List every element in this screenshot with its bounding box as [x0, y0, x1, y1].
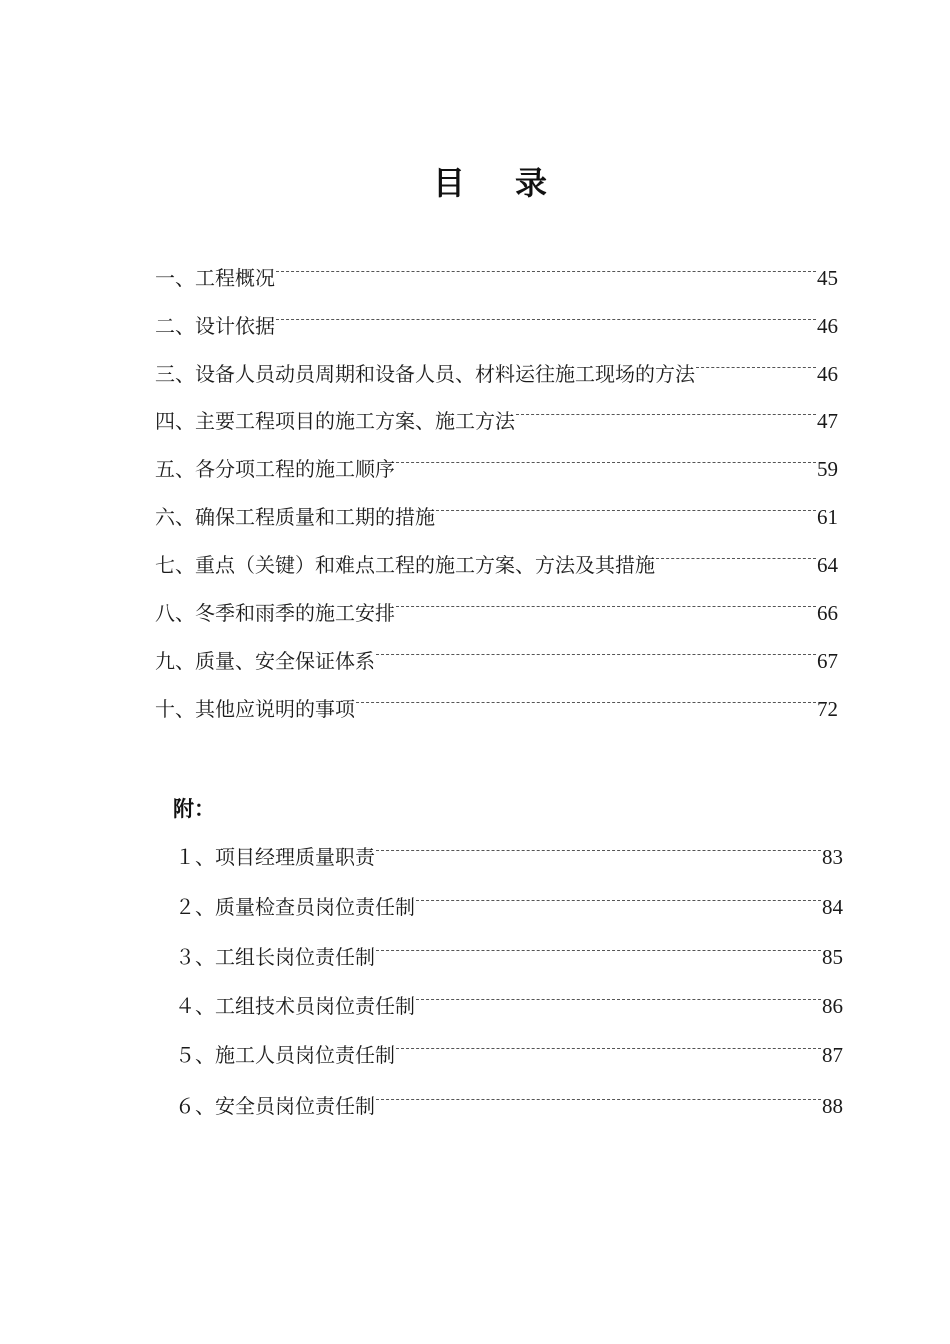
appendix-entry-label: ６、安全员岗位责任制	[175, 1094, 375, 1118]
toc-entry[interactable]	[155, 646, 838, 676]
title-char-2: 录	[515, 164, 548, 202]
dot-leader	[416, 999, 821, 1000]
appendix-entry-label: ５、施工人员岗位责任制	[175, 1043, 395, 1067]
toc-entry[interactable]	[155, 359, 838, 389]
toc-entry-label: 二、设计依据	[155, 314, 275, 338]
toc-entry-label: 六、确保工程质量和工期的措施	[155, 505, 435, 529]
toc-entry-page: 59	[817, 457, 838, 481]
appendix-entry[interactable]	[175, 892, 843, 922]
dot-leader	[696, 367, 816, 368]
dot-leader	[356, 702, 816, 703]
toc-entry-page: 45	[817, 266, 838, 290]
toc-entry-label: 九、质量、安全保证体系	[155, 649, 375, 673]
appendix-entry[interactable]	[175, 1091, 843, 1121]
toc-entry-page: 66	[817, 601, 838, 625]
toc-entry-page: 47	[817, 409, 838, 433]
dot-leader	[376, 950, 821, 951]
toc-entry[interactable]	[155, 263, 838, 293]
toc-entry-page: 72	[817, 697, 838, 721]
toc-entry-label: 七、重点（关键）和难点工程的施工方案、方法及其措施	[155, 553, 655, 577]
appendix-entry[interactable]	[175, 842, 843, 872]
toc-entry-page: 61	[817, 505, 838, 529]
dot-leader	[376, 850, 821, 851]
dot-leader	[656, 558, 816, 559]
appendix-entry-label: １、项目经理质量职责	[175, 845, 375, 869]
toc-entry-page: 46	[817, 362, 838, 386]
toc-entry[interactable]	[155, 454, 838, 484]
toc-entry-page: 46	[817, 314, 838, 338]
appendix-entry-page: 88	[822, 1094, 843, 1118]
title-char-1: 目	[432, 164, 465, 202]
toc-entry[interactable]	[155, 694, 838, 724]
toc-entry[interactable]	[155, 502, 838, 532]
appendix-entry-label: ３、工组长岗位责任制	[175, 945, 375, 969]
dot-leader	[396, 606, 816, 607]
toc-entry-label: 四、主要工程项目的施工方案、施工方法	[155, 409, 515, 433]
toc-entry-page: 64	[817, 553, 838, 577]
appendix-heading: 附：	[173, 797, 215, 821]
appendix-entry-page: 83	[822, 845, 843, 869]
appendix-entry-page: 84	[822, 895, 843, 919]
toc-entry-label: 三、设备人员动员周期和设备人员、材料运往施工现场的方法	[155, 362, 695, 386]
dot-leader	[376, 654, 816, 655]
appendix-entry[interactable]	[175, 991, 843, 1021]
toc-entry-label: 十、其他应说明的事项	[155, 697, 355, 721]
toc-entry-page: 67	[817, 649, 838, 673]
toc-entry[interactable]	[155, 550, 838, 580]
dot-leader	[396, 1048, 821, 1049]
dot-leader	[416, 900, 821, 901]
dot-leader	[436, 510, 816, 511]
dot-leader	[276, 271, 816, 272]
dot-leader	[396, 462, 816, 463]
toc-entry[interactable]	[155, 598, 838, 628]
dot-leader	[376, 1099, 821, 1100]
toc-entry-label: 五、各分项工程的施工顺序	[155, 457, 395, 481]
dot-leader	[516, 414, 816, 415]
dot-leader	[276, 319, 816, 320]
appendix-entry-label: ４、工组技术员岗位责任制	[175, 994, 415, 1018]
appendix-entry[interactable]	[175, 1040, 843, 1070]
toc-entry[interactable]	[155, 406, 838, 436]
toc-entry-label: 八、冬季和雨季的施工安排	[155, 601, 395, 625]
appendix-entry-label: ２、质量检查员岗位责任制	[175, 895, 415, 919]
appendix-entry-page: 85	[822, 945, 843, 969]
appendix-entry[interactable]	[175, 942, 843, 972]
appendix-entry-page: 87	[822, 1043, 843, 1067]
page-title	[0, 158, 950, 204]
toc-entry[interactable]	[155, 311, 838, 341]
appendix-entry-page: 86	[822, 994, 843, 1018]
toc-entry-label: 一、工程概况	[155, 266, 275, 290]
